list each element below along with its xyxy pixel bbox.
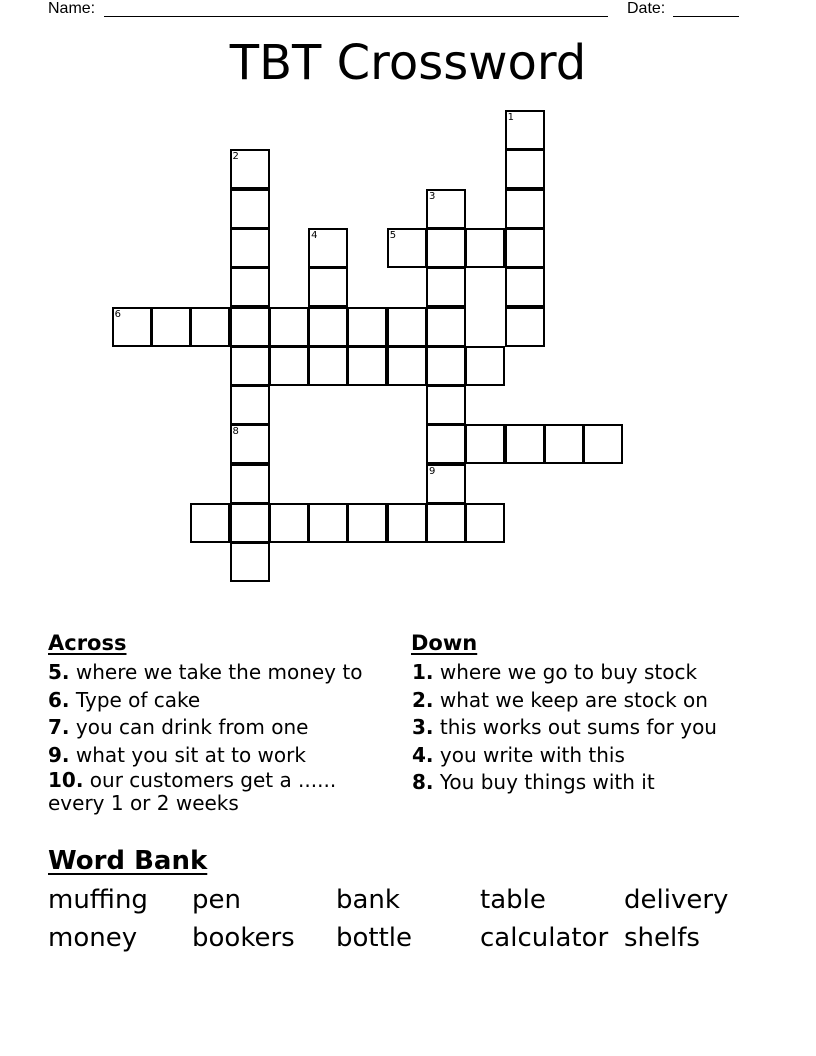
grid-cell[interactable] xyxy=(426,267,466,307)
grid-cell[interactable] xyxy=(230,464,270,504)
grid-cell[interactable] xyxy=(583,424,623,464)
word-bank-word: bank xyxy=(336,885,400,915)
grid-cell[interactable] xyxy=(230,228,270,268)
name-label: Name: xyxy=(48,0,96,17)
grid-cell[interactable] xyxy=(387,346,427,386)
grid-cell[interactable] xyxy=(190,307,230,347)
grid-cell[interactable] xyxy=(308,307,348,347)
cell-number: 1 xyxy=(507,112,514,123)
grid-cell[interactable] xyxy=(505,307,545,347)
clue-number: 4. xyxy=(412,742,434,767)
grid-cell[interactable] xyxy=(308,503,348,543)
across-clue-5 xyxy=(48,659,398,687)
clue-text: what we keep are stock on xyxy=(439,687,708,712)
word-bank-word: delivery xyxy=(624,885,729,915)
grid-cell[interactable] xyxy=(151,307,191,347)
grid-cell[interactable] xyxy=(426,189,466,229)
down-clue-4 xyxy=(412,742,792,770)
grid-cell[interactable] xyxy=(230,267,270,307)
down-heading: Down xyxy=(411,631,478,655)
grid-cell[interactable] xyxy=(426,503,466,543)
grid-cell[interactable] xyxy=(426,346,466,386)
clue-number: 7. xyxy=(48,715,70,739)
grid-cell[interactable] xyxy=(230,149,270,189)
clue-number: 6. xyxy=(48,687,70,712)
across-clue-list xyxy=(48,659,398,815)
down-clue-list xyxy=(412,659,792,797)
grid-cell[interactable] xyxy=(426,464,466,504)
down-clue-8 xyxy=(412,769,792,797)
grid-cell[interactable] xyxy=(505,149,545,189)
across-heading: Across xyxy=(48,631,127,655)
across-clue-7 xyxy=(48,714,398,742)
clue-text: this works out sums for you xyxy=(439,715,717,739)
grid-cell[interactable] xyxy=(505,228,545,268)
grid-cell[interactable] xyxy=(465,424,505,464)
word-bank-heading: Word Bank xyxy=(48,846,208,876)
grid-cell[interactable] xyxy=(190,503,230,543)
clue-number: 1. xyxy=(412,660,434,684)
word-bank-word: bottle xyxy=(336,923,413,953)
word-bank-word: money xyxy=(48,923,138,953)
grid-cell[interactable] xyxy=(269,307,309,347)
clue-number: 5. xyxy=(48,660,70,684)
grid-cell[interactable] xyxy=(347,307,387,347)
word-bank-word: muffing xyxy=(48,885,148,915)
grid-cell[interactable] xyxy=(269,346,309,386)
grid-cell[interactable] xyxy=(112,307,152,347)
grid-cell[interactable] xyxy=(426,385,466,425)
cell-number: 8 xyxy=(232,426,239,438)
clue-text: Type of cake xyxy=(75,687,201,712)
grid-cell[interactable] xyxy=(230,189,270,229)
word-bank-word: shelfs xyxy=(624,923,700,953)
word-bank-word: pen xyxy=(192,885,241,915)
word-bank-word: bookers xyxy=(192,923,295,953)
clue-text: You buy things with it xyxy=(439,770,655,794)
grid-cell[interactable] xyxy=(426,228,466,268)
clue-text: where we take the money to xyxy=(75,660,363,684)
across-clue-10 xyxy=(48,769,398,815)
down-clue-3 xyxy=(412,714,792,742)
grid-cell[interactable] xyxy=(347,503,387,543)
grid-cell[interactable] xyxy=(465,228,505,268)
cell-number: 3 xyxy=(429,190,436,202)
down-clue-2 xyxy=(412,687,792,715)
grid-cell[interactable] xyxy=(230,424,270,464)
cell-number: 2 xyxy=(232,151,239,163)
clue-number: 10. xyxy=(48,768,84,792)
grid-cell[interactable] xyxy=(426,307,466,347)
down-clue-1 xyxy=(412,659,792,687)
grid-cell[interactable] xyxy=(269,503,309,543)
grid-cell[interactable] xyxy=(308,267,348,307)
grid-cell[interactable] xyxy=(465,346,505,386)
clue-number: 8. xyxy=(412,770,434,794)
cell-number: 9 xyxy=(429,465,436,477)
grid-cell[interactable] xyxy=(505,110,545,150)
grid-cell[interactable] xyxy=(426,424,466,464)
clue-text: you can drink from one xyxy=(75,715,309,739)
grid-cell[interactable] xyxy=(347,346,387,386)
grid-cell[interactable] xyxy=(505,189,545,229)
grid-cell[interactable] xyxy=(230,385,270,425)
cell-number: 6 xyxy=(114,308,121,320)
across-clue-6 xyxy=(48,687,398,715)
grid-cell[interactable] xyxy=(465,503,505,543)
grid-cell[interactable] xyxy=(230,503,270,543)
across-clue-9 xyxy=(48,742,398,770)
grid-cell[interactable] xyxy=(544,424,584,464)
grid-cell[interactable] xyxy=(505,267,545,307)
date-label: Date: xyxy=(627,0,666,17)
cell-number: 5 xyxy=(389,229,397,241)
clue-text: our customers get a ...... every 1 or 2 weeks xyxy=(48,768,337,815)
clue-text: where we go to buy stock xyxy=(439,660,698,684)
clue-number: 3. xyxy=(412,715,434,739)
word-bank-word: calculator xyxy=(480,923,609,953)
clue-number: 9. xyxy=(48,742,70,767)
grid-cell[interactable] xyxy=(387,228,427,268)
grid-cell[interactable] xyxy=(230,307,270,347)
clue-number: 2. xyxy=(412,687,434,712)
clue-text: what you sit at to work xyxy=(75,742,306,767)
grid-cell[interactable] xyxy=(505,424,545,464)
word-bank-word: table xyxy=(480,885,546,915)
grid-cell[interactable] xyxy=(308,346,348,386)
cell-number: 4 xyxy=(311,229,318,241)
grid-cell[interactable] xyxy=(230,542,270,582)
grid-cell[interactable] xyxy=(387,307,427,347)
page-title: TBT Crossword xyxy=(229,35,587,91)
grid-cell[interactable] xyxy=(308,228,348,268)
grid-cell[interactable] xyxy=(230,346,270,386)
clue-text: you write with this xyxy=(439,742,625,767)
grid-cell[interactable] xyxy=(387,503,427,543)
